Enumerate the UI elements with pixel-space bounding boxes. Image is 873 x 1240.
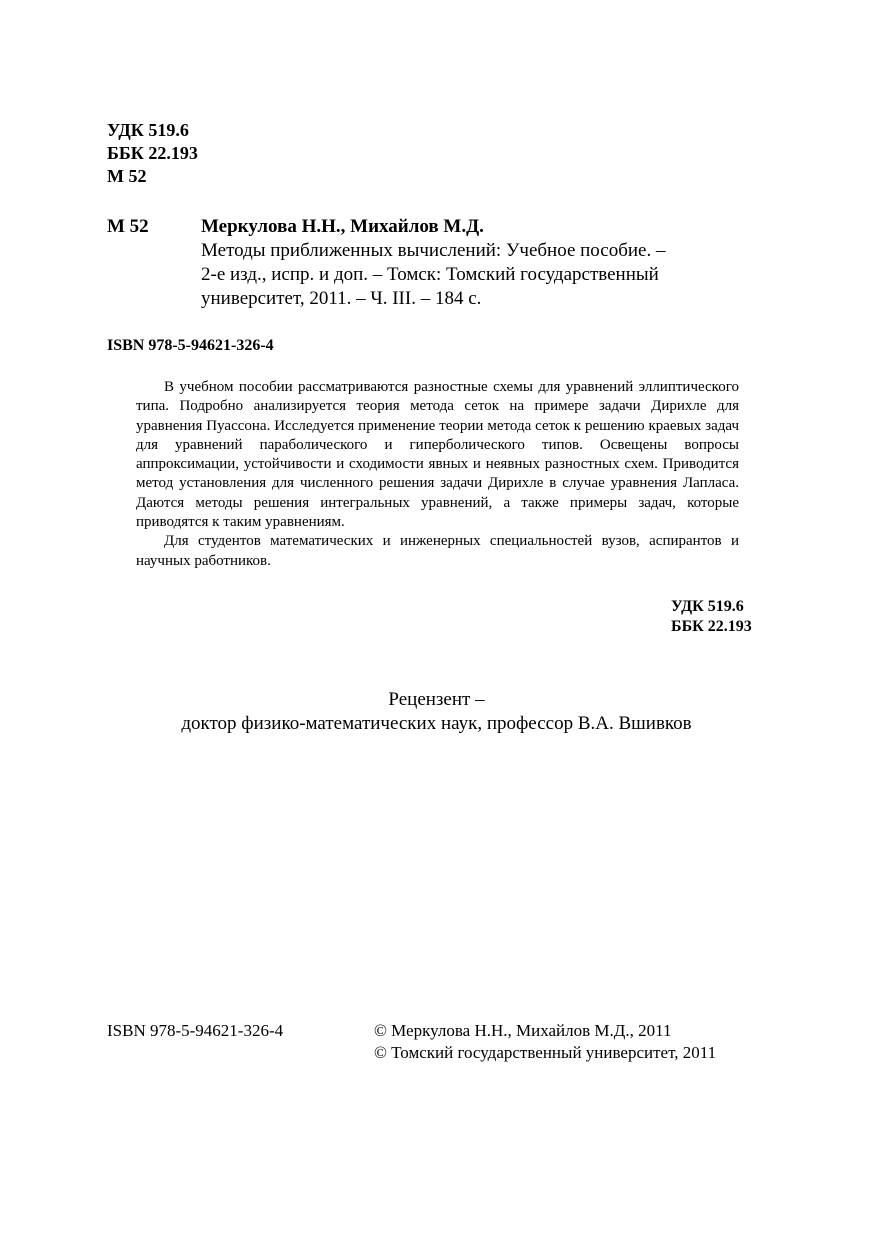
isbn-bottom: ISBN 978-5-94621-326-4 bbox=[107, 1021, 284, 1040]
bibliographic-record bbox=[201, 215, 741, 311]
record-line: 2-е изд., испр. и доп. – Томск: Томский государственный bbox=[201, 264, 659, 285]
bbk-code: ББК 22.193 bbox=[671, 618, 752, 635]
reviewer-label: Рецензент – bbox=[388, 689, 485, 710]
classification-codes bbox=[107, 119, 198, 188]
reviewer bbox=[0, 688, 873, 736]
record-line: Методы приближенных вычислений: Учебное пособие. – bbox=[201, 240, 666, 261]
copyright bbox=[374, 1020, 716, 1064]
abstract-paragraph: Для студентов математических и инженерных специальностей вузов, аспирантов и научных работников. bbox=[136, 533, 739, 569]
udk-code: УДК 519.6 bbox=[107, 120, 189, 140]
record-line: университет, 2011. – Ч. III. – 184 с. bbox=[201, 288, 482, 309]
author-mark: М 52 bbox=[107, 166, 147, 186]
bibliography-author-mark: М 52 bbox=[107, 216, 149, 237]
abstract bbox=[136, 378, 739, 571]
copyright-university: © Томский государственный университет, 2011 bbox=[374, 1043, 717, 1062]
copyright-authors: © Меркулова Н.Н., Михайлов М.Д., 2011 bbox=[374, 1021, 672, 1040]
footer-codes bbox=[671, 597, 752, 637]
abstract-paragraph: В учебном пособии рассматриваются разностные схемы для уравнений эллиптического типа. Подробно анализируется теория метода сеток на примере задачи Дирихле для уравнения Пуассона. Исследуется применение теории метода сеток к решению краевых задач для уравнений параболического и гиперболического типов. Освещены вопросы аппроксимации, устойчивости и сходимости явных и неявных разностных схем. Приводится метод установления для численного решения задачи Дирихле в случае уравнения Лапласа. Даются методы решения интегральных уравнений, а также примеры задач, которые приводятся к таким уравнениям. bbox=[136, 379, 739, 531]
bbk-code: ББК 22.193 bbox=[107, 143, 198, 163]
reviewer-name: доктор физико-математических наук, профессор В.А. Вшивков bbox=[181, 713, 692, 734]
authors: Меркулова Н.Н., Михайлов М.Д. bbox=[201, 216, 484, 237]
isbn-top: ISBN 978-5-94621-326-4 bbox=[107, 337, 274, 354]
udk-code: УДК 519.6 bbox=[671, 598, 744, 615]
